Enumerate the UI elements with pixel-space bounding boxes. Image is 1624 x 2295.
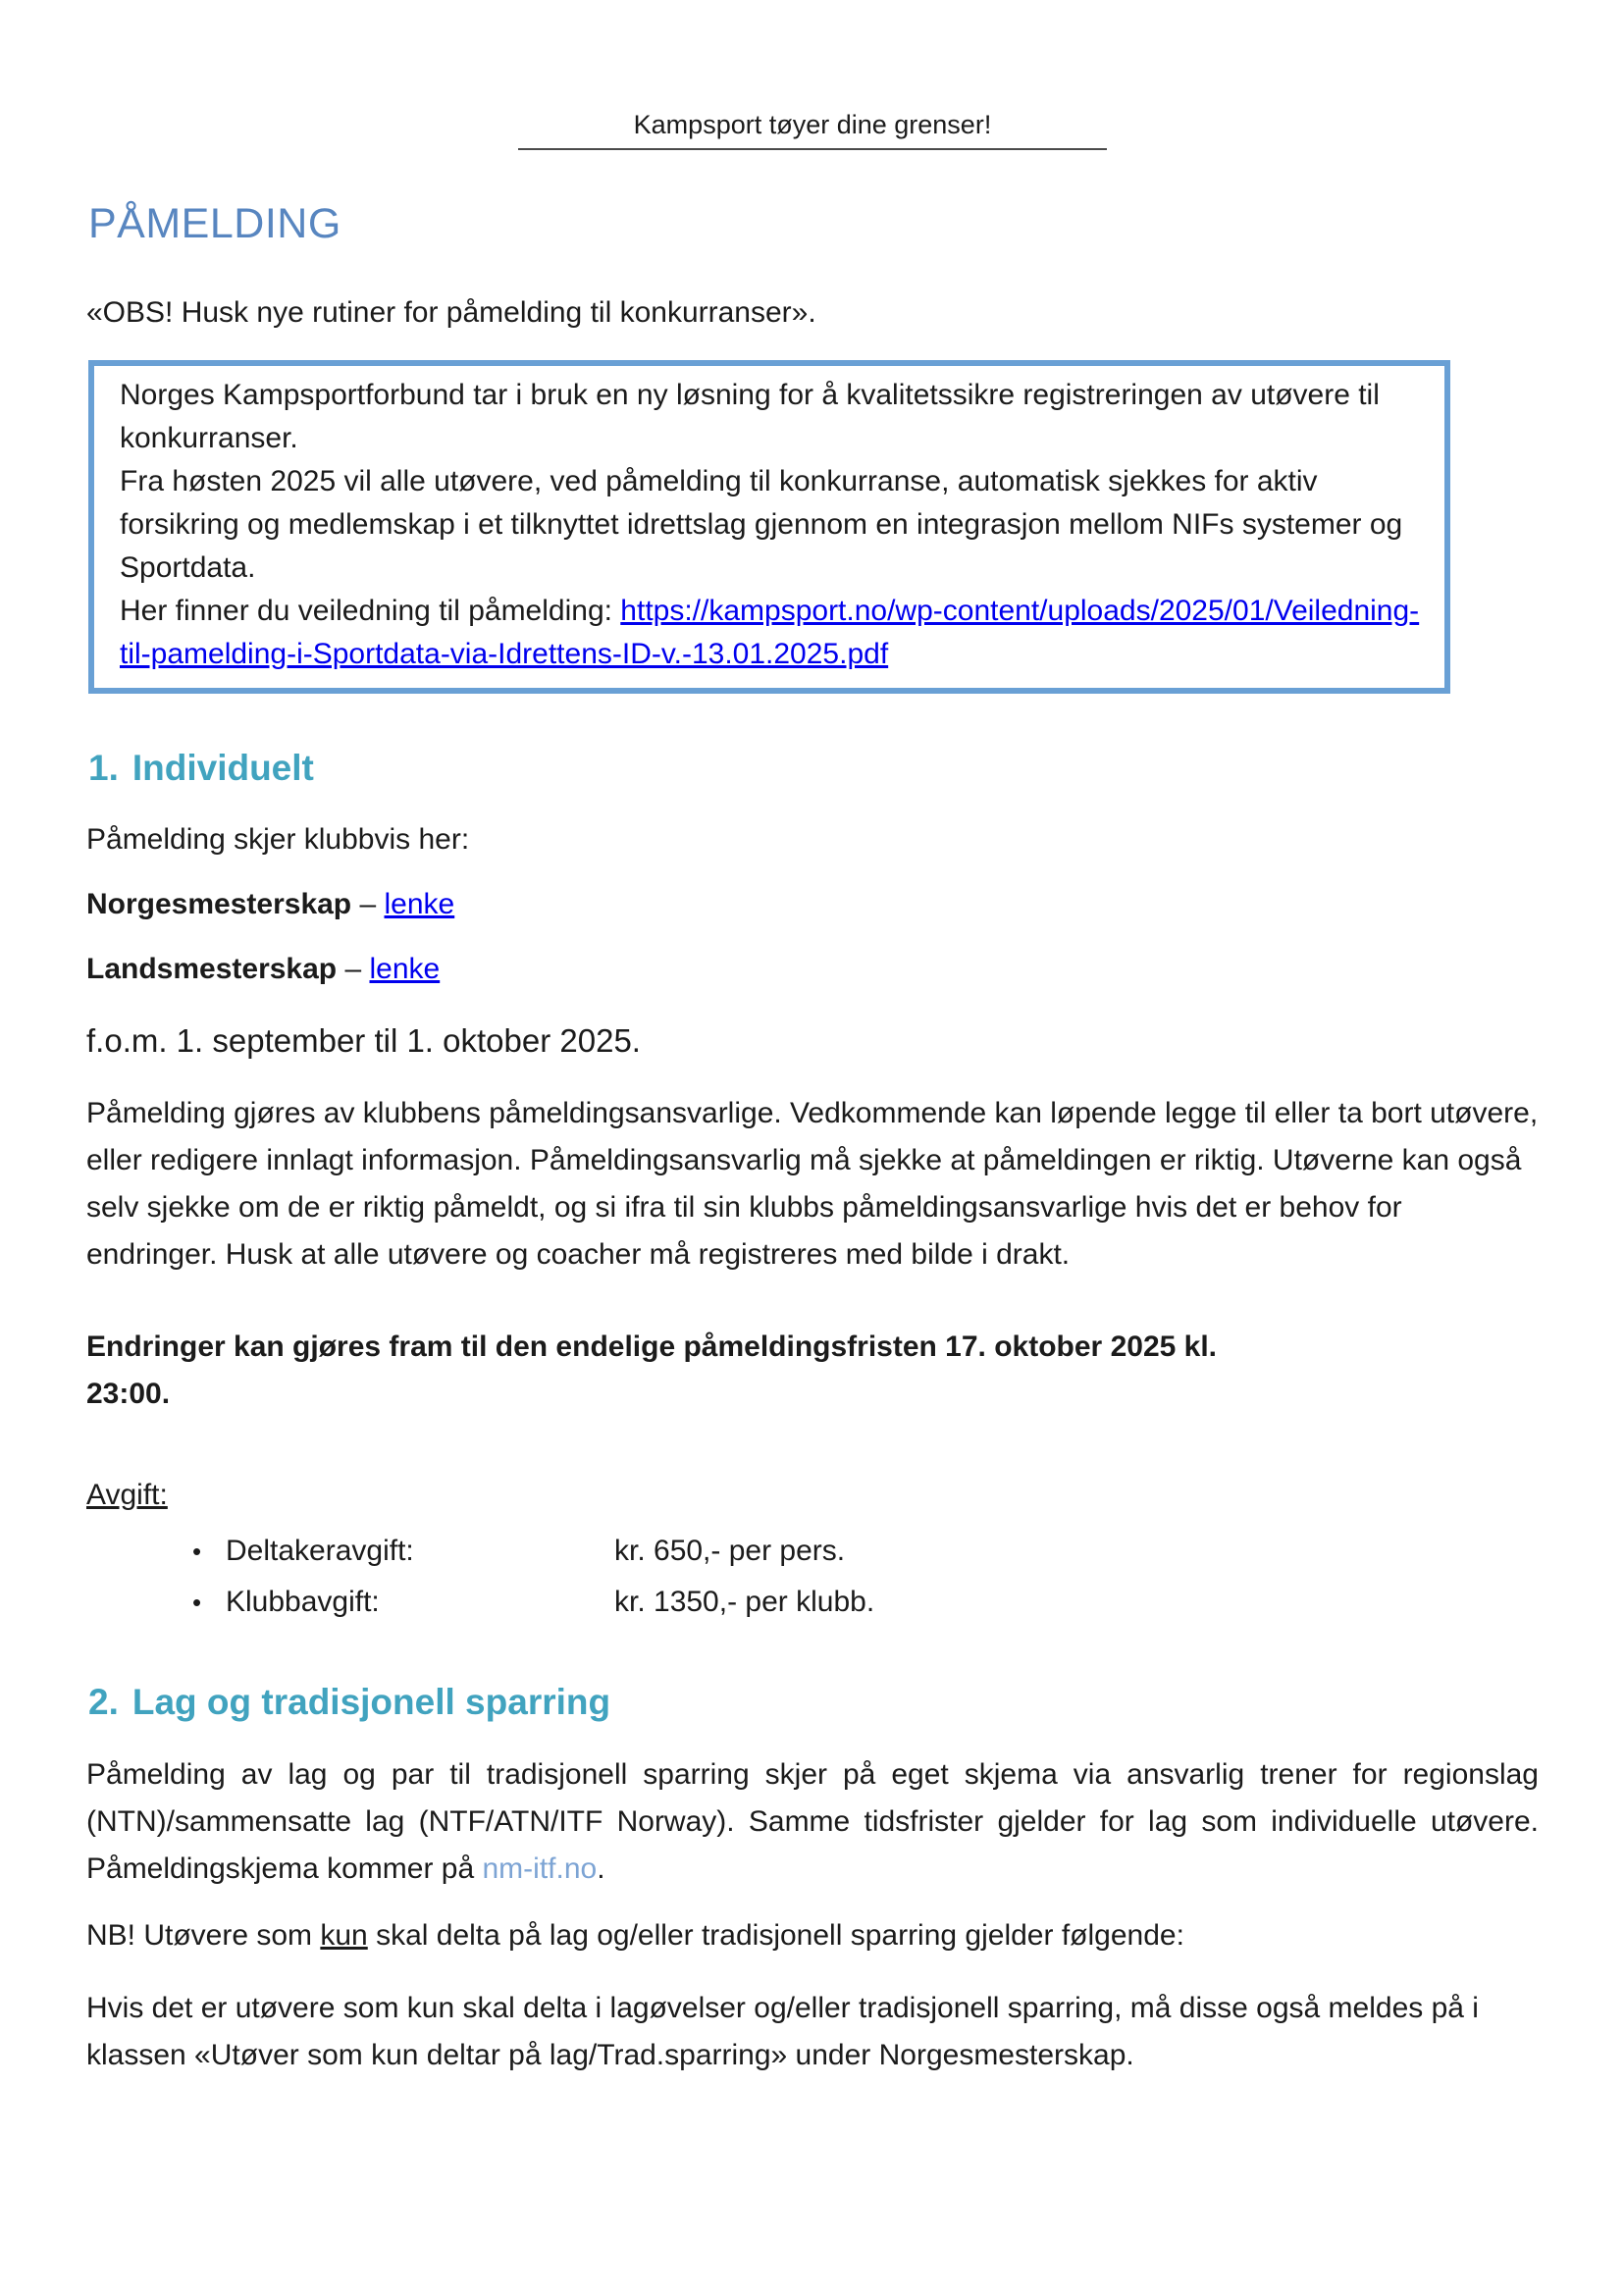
section-1-intro: Påmelding skjer klubbvis her: bbox=[86, 823, 470, 856]
deadline-line-2: 23:00. bbox=[86, 1378, 171, 1410]
fee-value: kr. 650,- per pers. bbox=[614, 1535, 846, 1567]
section-2-heading bbox=[88, 1683, 1539, 1722]
nm-itf-link[interactable]: nm-itf.no bbox=[482, 1852, 598, 1885]
info-box bbox=[88, 360, 1450, 694]
section-1-paragraph: Påmelding gjøres av klubbens påmeldingsansvarlige. Vedkommende kan løpende legge til eller ta bort utøvere, eller redigere innlagt informasjon. Påmeldingsansvarlig må sjekke at påmeldingen er riktig. Utøverne kan også selv sjekke om de er riktig påmeldt, og si ifra til sin klubbs påmeldingsansvarlige hvis det er behov for endringer. Husk at alle utøvere og coacher må registreres med bilde i drakt. bbox=[86, 1097, 1539, 1271]
landsmesterskap-link[interactable]: lenke bbox=[369, 953, 441, 985]
landsmesterskap-line bbox=[86, 951, 1539, 988]
norgesmesterskap-link[interactable]: lenke bbox=[384, 888, 455, 920]
section-2-paragraph-2: Hvis det er utøvere som kun skal delta i lagøvelser og/eller tradisjonell sparring, må disse også meldes på i klassen «Utøver som kun deltar på lag/Trad.sparring» under Norgesmesterskap. bbox=[86, 1992, 1479, 2071]
norgesmesterskap-label: Norgesmesterskap bbox=[86, 888, 352, 920]
norgesmesterskap-line bbox=[86, 886, 1539, 923]
section-1-heading bbox=[88, 749, 1539, 788]
landsmesterskap-label: Landsmesterskap bbox=[86, 953, 338, 985]
veiledning-label: Her finner du veiledning til påmelding: bbox=[120, 595, 621, 627]
fee-label: Klubbavgift: bbox=[226, 1586, 380, 1618]
info-box-paragraph-2: Fra høsten 2025 vil alle utøvere, ved påmelding til konkurranse, automatisk sjekkes for aktiv forsikring og medlemskap i et tilknyttet idrettslag gjennom en integrasjon mellom NIFs systemer og Sportdata. bbox=[120, 465, 1403, 584]
separator: – bbox=[351, 888, 385, 920]
info-box-paragraph-3 bbox=[120, 590, 1423, 676]
nb-note bbox=[86, 1912, 1539, 1959]
info-box-paragraph-1: Norges Kampsportforbund tar i bruk en ny løsning for å kvalitetssikre registreringen av utøvere til konkurranser. bbox=[120, 379, 1380, 454]
nb-underlined-word: kun bbox=[320, 1919, 368, 1952]
deadline-line-1: Endringer kan gjøres fram til den endelige påmeldingsfristen 17. oktober 2025 kl. bbox=[86, 1330, 1217, 1363]
section-2-title: Lag og tradisjonell sparring bbox=[131, 1682, 611, 1722]
paragraph-text: Påmelding av lag og par til tradisjonell sparring skjer på eget skjema via ansvarlig trener for regionslag (NTN)/sammensatte lag (NTF/ATN/ITF Norway). Samme tidsfrister gjelder for lag som individuelle utøvere. Påmeldingskjema kommer på bbox=[86, 1758, 1539, 1885]
deadline-notice bbox=[86, 1324, 1539, 1418]
fees-list bbox=[86, 1526, 1539, 1628]
nb-text-before: NB! Utøvere som bbox=[86, 1919, 321, 1952]
fee-item-deltakeravgift bbox=[86, 1526, 1539, 1577]
page-title: PÅMELDING bbox=[88, 200, 341, 247]
obs-note: «OBS! Husk nye rutiner for påmelding til konkurranser». bbox=[86, 296, 816, 329]
section-1-title: Individuelt bbox=[131, 748, 314, 788]
page-header bbox=[86, 110, 1539, 150]
fee-label: Deltakeravgift: bbox=[226, 1535, 414, 1567]
fees-heading: Avgift: bbox=[86, 1479, 168, 1511]
nb-text-after: skal delta på lag og/eller tradisjonell sparring gjelder følgende: bbox=[367, 1919, 1184, 1952]
fee-item-klubbavgift bbox=[86, 1577, 1539, 1628]
section-1-number: 1. bbox=[88, 748, 119, 788]
registration-period: f.o.m. 1. september til 1. oktober 2025. bbox=[86, 1022, 641, 1059]
bullet-icon: • bbox=[192, 1588, 202, 1617]
veiledning-pdf-link[interactable]: https://kampsport.no/wp-content/uploads/2025/01/Veiledning-til-pamelding-i-Sportdata-via-Idrettens-ID-v.-13.01.2025.pdf bbox=[120, 595, 1420, 670]
separator: – bbox=[337, 953, 370, 985]
section-2-paragraph-1 bbox=[86, 1751, 1539, 1893]
fee-value: kr. 1350,- per klubb. bbox=[614, 1586, 875, 1618]
paragraph-text-end: . bbox=[597, 1852, 605, 1885]
bullet-icon: • bbox=[192, 1537, 202, 1566]
section-2-number: 2. bbox=[88, 1682, 119, 1722]
header-tagline: Kampsport tøyer dine grenser! bbox=[518, 110, 1108, 150]
